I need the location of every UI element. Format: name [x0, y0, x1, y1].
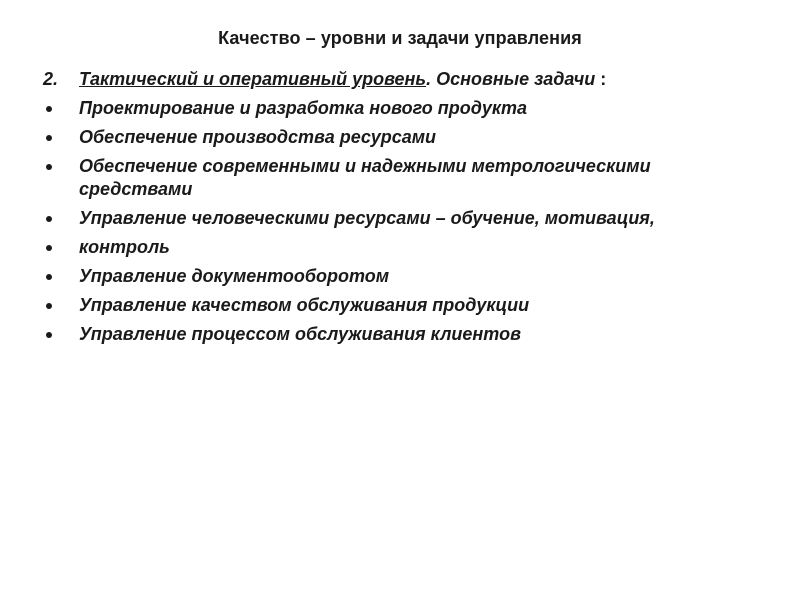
list-item-text: Управление человеческими ресурсами – обучение, мотивация, [79, 208, 655, 228]
bullet-icon [43, 294, 79, 317]
section-heading-text [79, 68, 606, 91]
list-item-text: Управление документооборотом [79, 266, 390, 286]
list-item-text: Управление качеством обслуживания продукции [79, 295, 530, 315]
slide-title: Качество – уровни и задачи управления [218, 28, 582, 48]
bullet-icon [43, 236, 79, 259]
list-item [43, 155, 763, 201]
bullet-icon [43, 265, 79, 288]
bullet-icon [43, 323, 79, 346]
bullet-icon [43, 126, 79, 149]
list-item [43, 323, 763, 346]
list-item [43, 294, 763, 317]
list-item-text: Проектирование и разработка нового продукта [79, 98, 527, 118]
section-heading-underlined: Тактический и оперативный уровень [79, 69, 427, 89]
slide-content [43, 68, 763, 352]
bullet-icon [43, 155, 79, 178]
bullet-icon [43, 207, 79, 230]
list-item [43, 236, 763, 259]
list-item [43, 126, 763, 149]
task-list [43, 97, 763, 346]
list-item [43, 97, 763, 120]
section-heading-rest: . Основные задачи [426, 69, 596, 89]
list-item-text: Обеспечение современными и надежными метрологическими средствами [79, 156, 651, 199]
list-item [43, 265, 763, 288]
list-item-text: контроль [79, 237, 170, 257]
bullet-icon [43, 97, 79, 120]
list-item-text: Управление процессом обслуживания клиентов [79, 324, 521, 344]
section-number: 2. [43, 69, 59, 89]
list-item [43, 207, 763, 230]
list-item-text: Обеспечение производства ресурсами [79, 127, 437, 147]
section-heading-colon: : [595, 69, 607, 89]
section-heading [43, 68, 763, 91]
